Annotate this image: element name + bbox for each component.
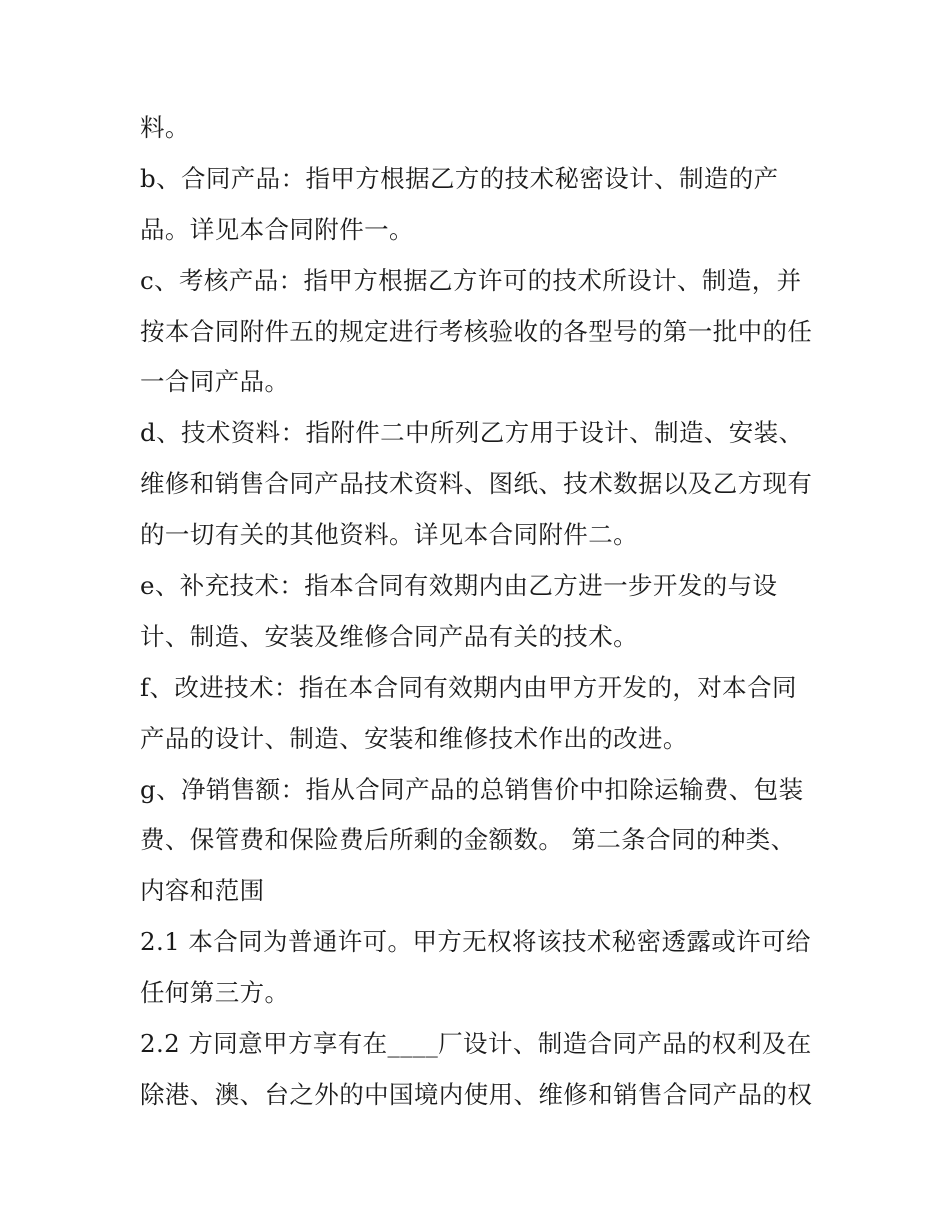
text-line: 料。 <box>140 113 190 142</box>
text-line: c、考核产品：指甲方根据乙方许可的技术所设计、制造，并 <box>140 265 802 295</box>
text-line: 2.1 本合同为普通许可。甲方无权将该技术秘密透露或许可给 <box>140 927 811 957</box>
text-line: e、补充技术：指本合同有效期内由乙方进一步开发的与设 <box>140 571 778 601</box>
text-line: 的一切有关的其他资料。详见本合同附件二。 <box>140 520 638 550</box>
text-line: 费、保管费和保险费后所剩的金额数。 第二条合同的种类、 <box>140 825 796 855</box>
contract-text-body <box>140 103 830 1121</box>
text-line: d、技术资料：指附件二中所列乙方用于设计、制造、安装、 <box>140 418 804 448</box>
text-line: b、合同产品：指甲方根据乙方的技术秘密设计、制造的产 <box>140 163 779 193</box>
text-line: 按本合同附件五的规定进行考核验收的各型号的第一批中的任 <box>140 316 813 346</box>
text-line: 品。详见本合同附件一。 <box>140 214 414 244</box>
text-line: 维修和销售合同产品技术资料、图纸、技术数据以及乙方现有 <box>140 469 813 499</box>
text-line: 内容和范围 <box>140 876 265 906</box>
text-line: 产品的设计、制造、安装和维修技术作出的改进。 <box>140 723 688 753</box>
text-line: 除港、澳、台之外的中国境内使用、维修和销售合同产品的权 <box>140 1079 813 1109</box>
text-line: 2.2 方同意甲方享有在____厂设计、制造合同产品的权利及在 <box>140 1029 812 1059</box>
text-line: 一合同产品。 <box>140 367 290 397</box>
text-line: 计、制造、安装及维修合同产品有关的技术。 <box>140 621 638 651</box>
text-line: f、改进技术：指在本合同有效期内由甲方开发的，对本合同 <box>140 672 797 702</box>
text-line: 任何第三方。 <box>140 978 290 1008</box>
text-line: g、净销售额：指从合同产品的总销售价中扣除运输费、包装 <box>140 774 804 804</box>
